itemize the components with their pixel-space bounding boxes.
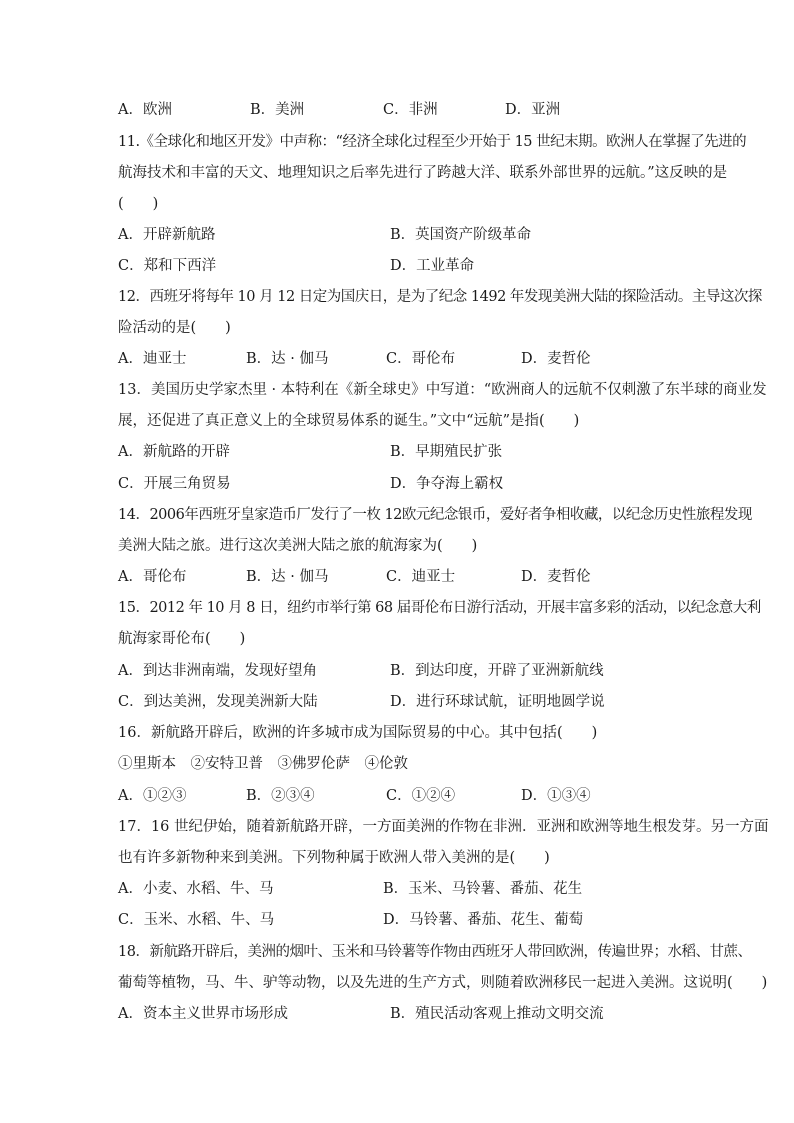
q17-stem-line-2: 也有许多新物种来到美洲。下列物种属于欧洲人带入美洲的是( ) bbox=[118, 850, 550, 866]
q14-stem-line-1: 14．2006年西班牙皇家造币厂发行了一枚 12欧元纪念银币，爱好者争相收藏，以纪念历史性旅程发现 bbox=[118, 507, 752, 523]
q10-option-b: B．美洲 bbox=[250, 102, 305, 118]
q18-stem-line-1: 18．新航路开辟后，美洲的烟叶、玉米和马铃薯等作物由西班牙人带回欧洲，传遍世界；水稻、甘蔗、 bbox=[118, 944, 752, 960]
q16-option-b: B．②③④ bbox=[246, 788, 315, 804]
q17-option-d: D．马铃薯、番茄、花生、葡萄 bbox=[383, 912, 584, 928]
q15-option-c: C．到达美洲，发现美洲新大陆 bbox=[118, 694, 318, 710]
q16-items: ①里斯本 ②安特卫普 ③佛罗伦萨 ④伦敦 bbox=[118, 756, 408, 772]
q17-stem-line-1: 17．16 世纪伊始，随着新航路开辟，一方面美洲的作物在非洲．亚洲和欧洲等地生根发芽。另一方面 bbox=[118, 819, 769, 835]
q17-option-a: A．小麦、水稻、牛、马 bbox=[118, 881, 274, 897]
q14-option-c: C．迪亚士 bbox=[386, 569, 456, 585]
q17-option-b: B．玉米、马铃薯、番茄、花生 bbox=[383, 881, 583, 897]
q15-option-b: B．到达印度，开辟了亚洲新航线 bbox=[390, 663, 604, 679]
q12-option-d: D．麦哲伦 bbox=[521, 351, 591, 367]
q16-stem-line-1: 16．新航路开辟后，欧洲的许多城市成为国际贸易的中心。其中包括( ) bbox=[118, 725, 598, 741]
q12-stem-line-1: 12．西班牙将每年 10 月 12 日定为国庆日，是为了纪念 1492 年发现美洲大陆的探险活动。主导这次探 bbox=[118, 289, 762, 305]
q13-stem-line-1: 13．美国历史学家杰里 · 本特利在《新全球史》中写道：“欧洲商人的远航不仅刺激了东半球的商业发 bbox=[118, 382, 767, 398]
q16-option-d: D．①③④ bbox=[521, 788, 591, 804]
q18-stem-line-2: 葡萄等植物，马、牛、驴等动物，以及先进的生产方式，则随着欧洲移民一起进入美洲。这说明( ) bbox=[118, 975, 768, 991]
q11-option-d: D．工业革命 bbox=[390, 258, 475, 274]
q14-stem-line-2: 美洲大陆之旅。进行这次美洲大陆之旅的航海家为( ) bbox=[118, 538, 478, 554]
q11-option-b: B．英国资产阶级革命 bbox=[390, 227, 532, 243]
q14-option-d: D．麦哲伦 bbox=[521, 569, 591, 585]
q13-option-d: D．争夺海上霸权 bbox=[390, 476, 504, 492]
q11-stem-line-3: ( ) bbox=[118, 196, 159, 212]
q11-option-c: C．郑和下西洋 bbox=[118, 258, 217, 274]
q15-option-d: D．进行环球试航，证明地圆学说 bbox=[390, 694, 605, 710]
q16-option-c: C．①②④ bbox=[386, 788, 456, 804]
q12-option-a: A．迪亚士 bbox=[118, 351, 187, 367]
q13-stem-line-2: 展，还促进了真正意义上的全球贸易体系的诞生。”文中“远航”是指( ) bbox=[118, 413, 580, 429]
q13-option-a: A．新航路的开辟 bbox=[118, 444, 230, 460]
q15-stem-line-2: 航海家哥伦布( ) bbox=[118, 631, 246, 647]
q10-option-a: A．欧洲 bbox=[118, 102, 172, 118]
q12-option-c: C．哥伦布 bbox=[386, 351, 456, 367]
q12-option-b: B．达 · 伽马 bbox=[246, 351, 329, 367]
q17-option-c: C．玉米、水稻、牛、马 bbox=[118, 912, 275, 928]
q14-option-a: A．哥伦布 bbox=[118, 569, 187, 585]
q18-option-b: B．殖民活动客观上推动文明交流 bbox=[390, 1006, 604, 1022]
q15-option-a: A．到达非洲南端，发现好望角 bbox=[118, 663, 317, 679]
q11-stem-line-2: 航海技术和丰富的天文、地理知识之后率先进行了跨越大洋、联系外部世界的远航。”这反映的是 bbox=[118, 165, 728, 181]
q13-option-c: C．开展三角贸易 bbox=[118, 476, 231, 492]
q18-option-a: A．资本主义世界市场形成 bbox=[118, 1006, 288, 1022]
q16-option-a: A．①②③ bbox=[118, 788, 187, 804]
q15-stem-line-1: 15．2012 年 10 月 8 日，纽约市举行第 68 届哥伦布日游行活动，开展丰富多彩的活动，以纪念意大利 bbox=[118, 600, 761, 616]
q14-option-b: B．达 · 伽马 bbox=[246, 569, 329, 585]
q11-option-a: A．开辟新航路 bbox=[118, 227, 216, 243]
q11-stem-line-1: 11.《全球化和地区开发》中声称：“经济全球化过程至少开始于 15 世纪末期。欧洲人在掌握了先进的 bbox=[118, 134, 747, 150]
q10-option-c: C．非洲 bbox=[383, 102, 438, 118]
q13-option-b: B．早期殖民扩张 bbox=[390, 444, 503, 460]
q12-stem-line-2: 险活动的是( ) bbox=[118, 320, 231, 336]
q10-option-d: D．亚洲 bbox=[505, 102, 561, 118]
